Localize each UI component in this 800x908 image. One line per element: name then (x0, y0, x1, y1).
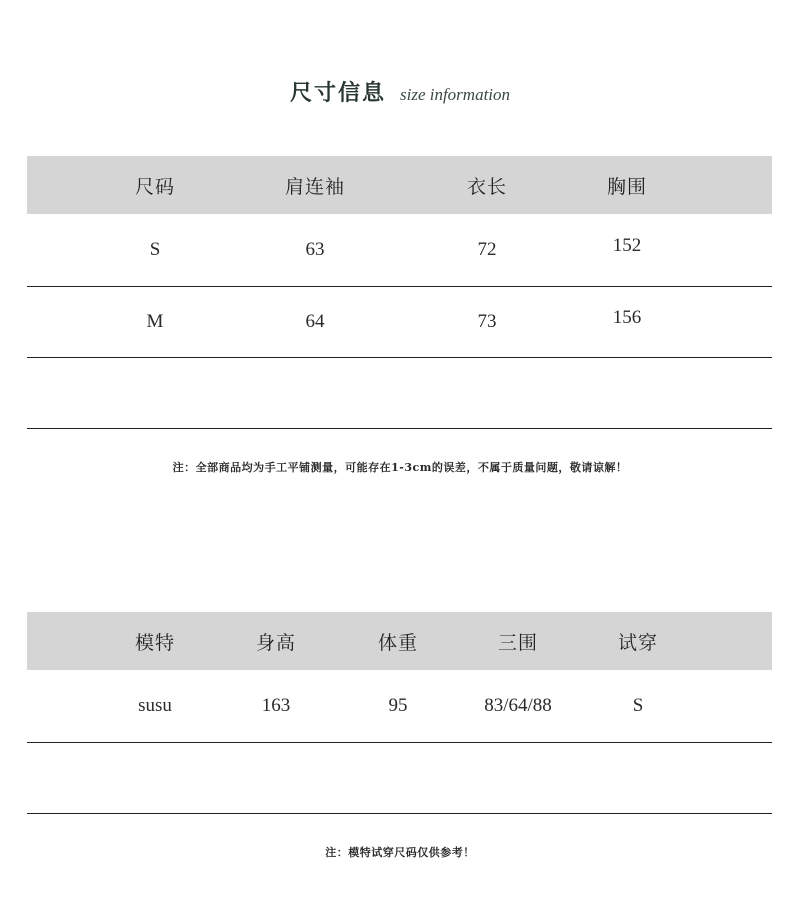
cell-bust: 152 (612, 235, 642, 256)
cell-length: 72 (477, 239, 497, 260)
header-weight: 体重 (377, 631, 419, 654)
table-row (27, 287, 772, 358)
size-table-header (27, 156, 772, 214)
model-note: 注：模特试穿尺码仅供参考！ (325, 846, 475, 859)
size-note: 注：全部商品均为手工平铺测量，可能存在1-3cm的误差，不属于质量问题，敬请谅解！ (172, 461, 628, 474)
cell-bust: 156 (612, 307, 642, 328)
header-model: 模特 (134, 631, 176, 654)
header-sleeve: 肩连袖 (284, 175, 346, 198)
table-row (27, 670, 772, 743)
cell-sleeve: 63 (305, 239, 325, 260)
cell-sleeve: 64 (305, 311, 325, 332)
title-en: size information (399, 85, 511, 104)
cell-height: 163 (261, 695, 291, 716)
cell-size: S (149, 239, 161, 260)
header-length: 衣长 (466, 175, 508, 198)
cell-tried-size: S (632, 695, 644, 716)
table-row (27, 214, 772, 287)
header-height: 身高 (255, 631, 297, 654)
table-row-empty (27, 743, 772, 814)
title-cn: 尺寸信息 (289, 80, 386, 106)
header-size: 尺码 (134, 175, 176, 198)
cell-size: M (146, 311, 164, 332)
model-table-header (27, 612, 772, 670)
cell-model: susu (138, 695, 172, 716)
header-measurements: 三围 (497, 631, 539, 654)
header-tried-size: 试穿 (617, 631, 659, 654)
header-bust: 胸围 (606, 175, 648, 198)
title-row (0, 76, 800, 107)
cell-length: 73 (477, 311, 497, 332)
cell-measurements: 83/64/88 (484, 695, 552, 716)
table-row-empty (27, 358, 772, 429)
cell-weight: 95 (388, 695, 408, 716)
